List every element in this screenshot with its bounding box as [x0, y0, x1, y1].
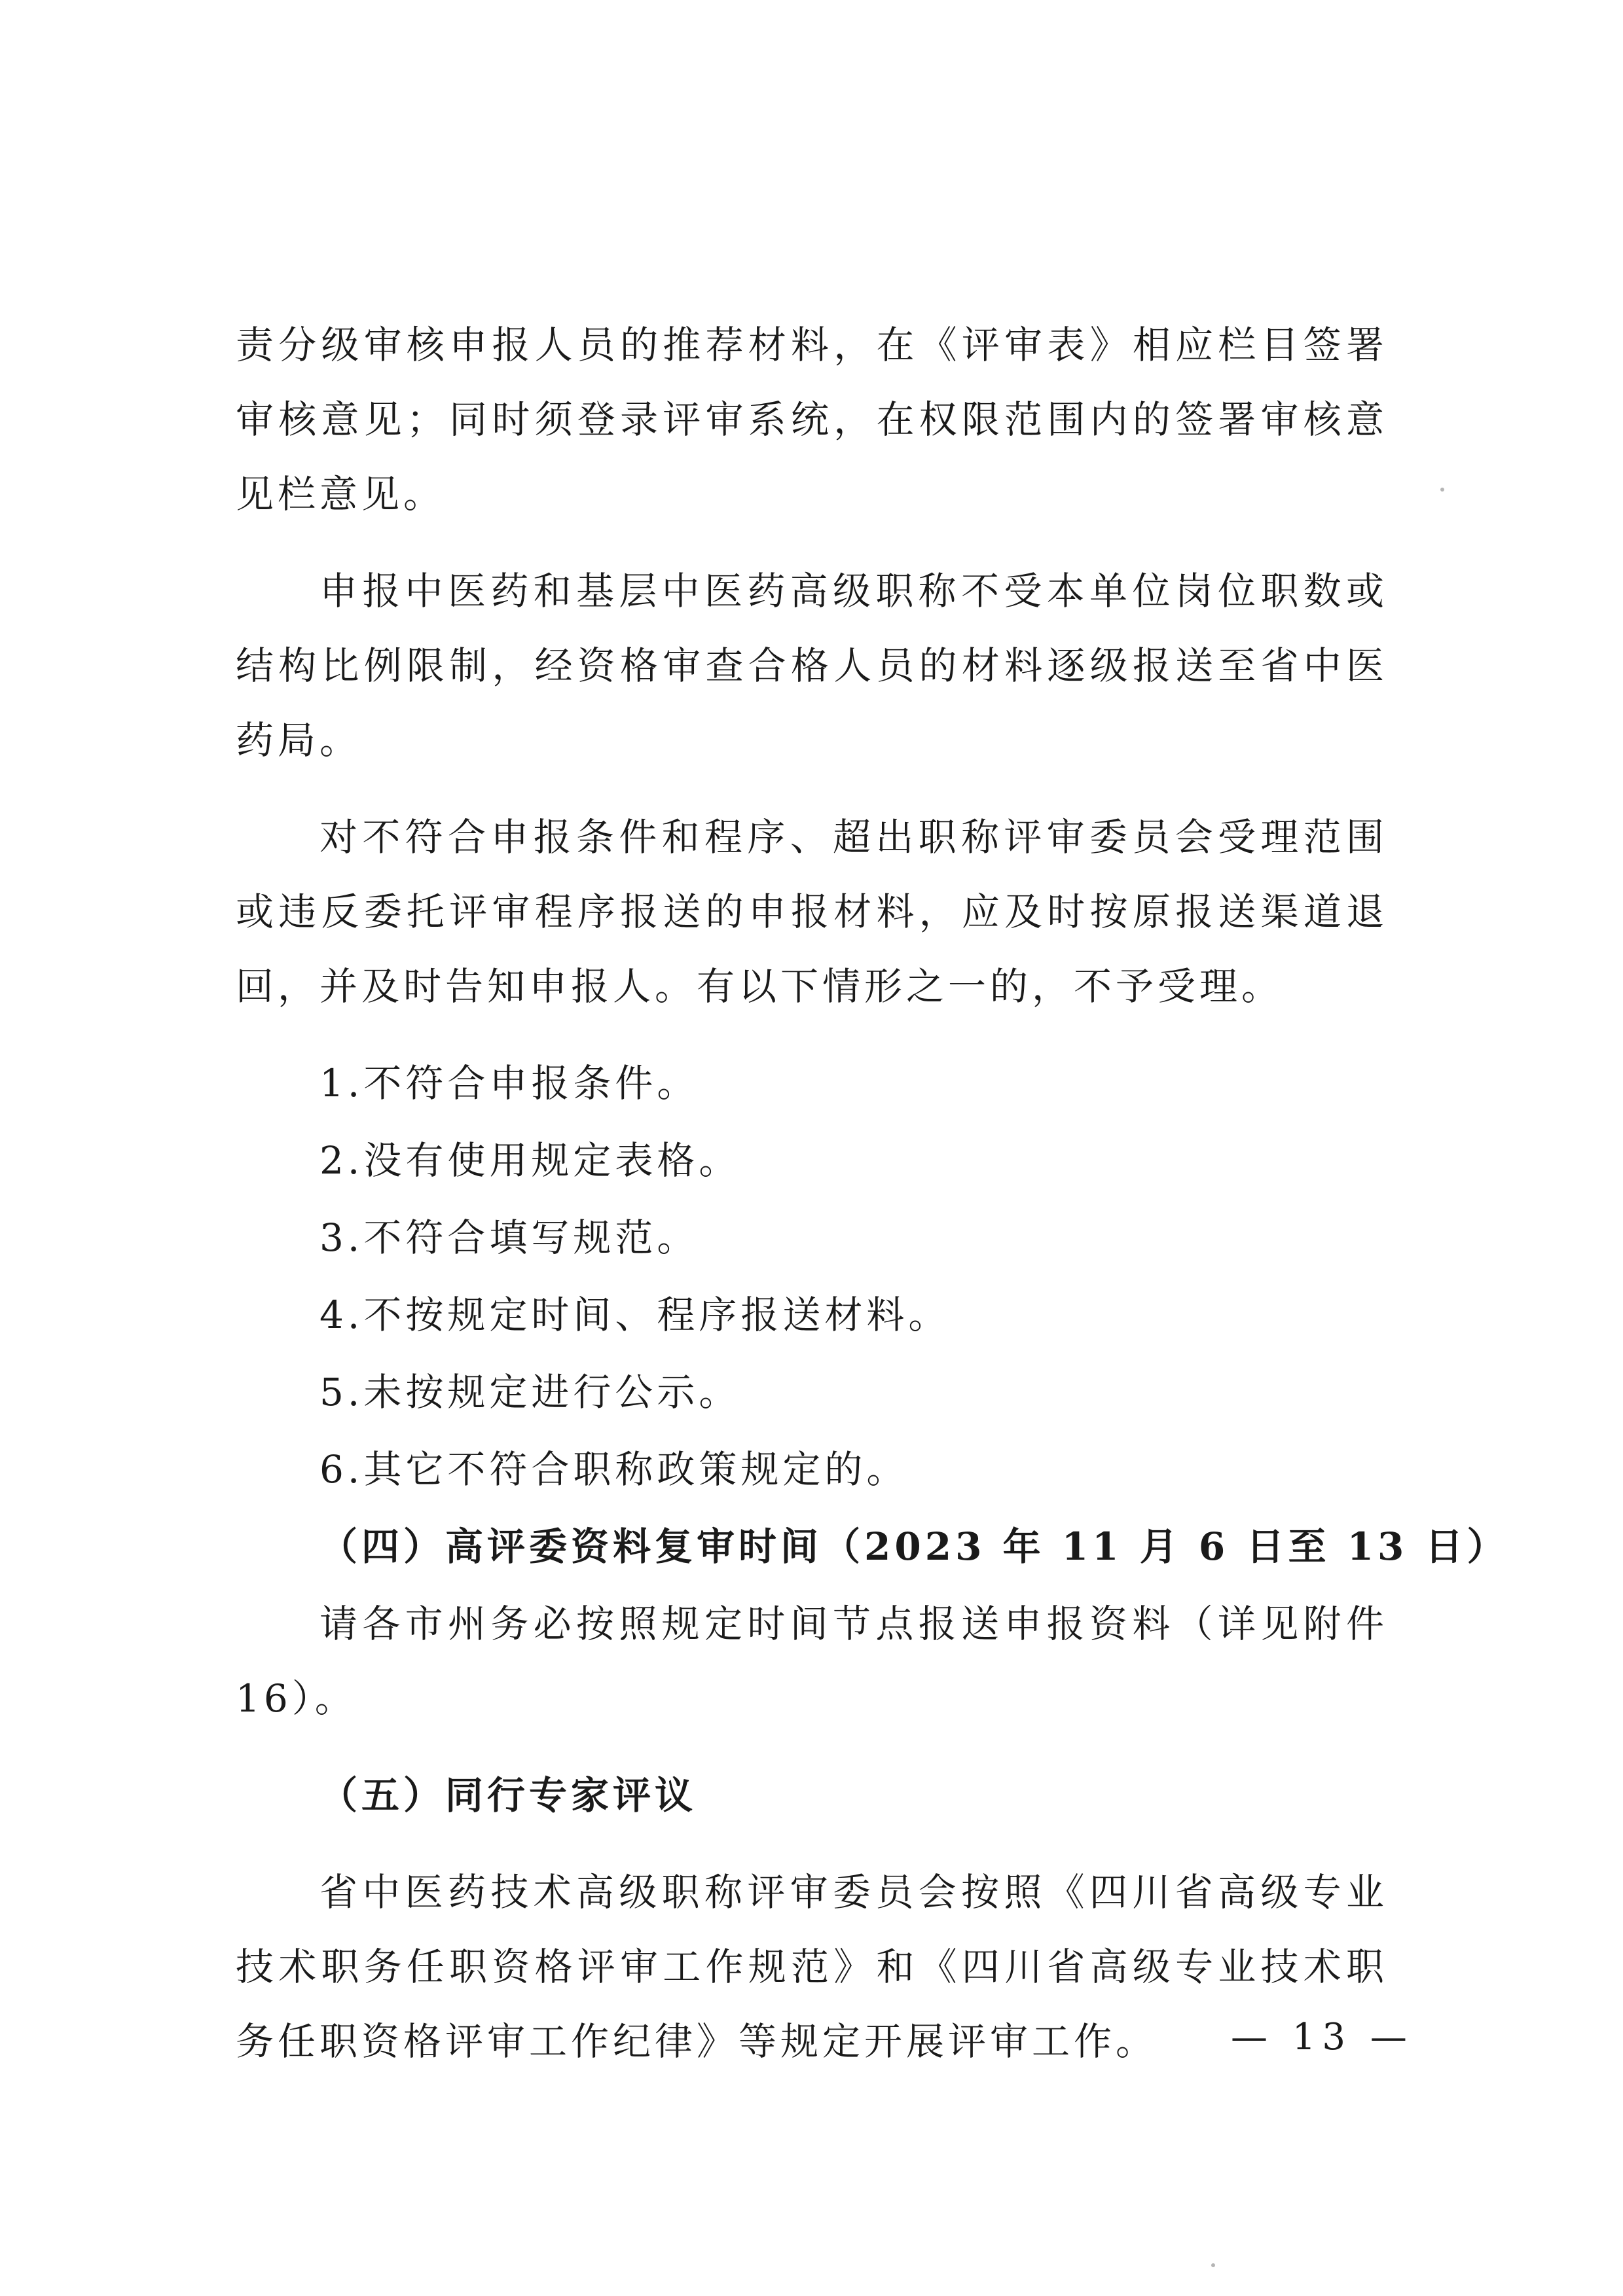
scan-dot-mark: [1211, 2263, 1215, 2267]
section-body-review-time: 请各市州务必按照规定时间节点报送申报资料（详见附件16）。: [236, 1602, 1388, 1721]
paragraph-gap: [236, 778, 1388, 800]
list-item: 3.不符合填写规范。: [319, 1215, 699, 1260]
list-item: 4.不按规定时间、程序报送材料。: [319, 1293, 951, 1337]
paragraph-gap: [236, 1736, 1388, 1758]
paragraph-gap: [236, 531, 1388, 554]
page-number: — 13 —: [1231, 2016, 1413, 2058]
list-item: 5.未按规定进行公示。: [319, 1370, 741, 1414]
section-heading-peer-review: （五）同行专家评议: [319, 1773, 697, 1818]
list-item: 6.其它不符合职称政策规定的。: [319, 1447, 909, 1492]
section-body-peer-review: 省中医药技术高级职称评审委员会按照《四川省高级专业技术职务任职资格评审工作规范》和《四川省高级专业技术职务任职资格评审工作纪律》等规定开展评审工作。: [236, 1870, 1388, 2064]
list-item: 1.不符合申报条件。: [319, 1061, 699, 1105]
paragraph-return-materials: 对不符合申报条件和程序、超出职称评审委员会受理范围或违反委托评审程序报送的申报材料，应及时按原报送渠道退回，并及时告知申报人。有以下情形之一的，不予受理。: [236, 815, 1388, 1009]
scan-dot-mark: [1440, 488, 1444, 492]
list-item: 2.没有使用规定表格。: [319, 1138, 741, 1183]
paragraph-no-post-limit: 申报中医药和基层中医药高级职称不受本单位岗位职数或结构比例限制，经资格审查合格人员的材料逐级报送至省中医药局。: [236, 569, 1388, 762]
document-body: [236, 308, 1509, 2079]
paragraph-review-materials: 责分级审核申报人员的推荐材料，在《评审表》相应栏目签署审核意见；同时须登录评审系统，在权限范围内的签署审核意见栏意见。: [236, 323, 1388, 516]
section-heading-review-time: （四）高评委资料复审时间（2023 年 11 月 6 日至 13 日）: [319, 1524, 1509, 1569]
paragraph-gap: [236, 1024, 1388, 1046]
section-gap: [236, 1833, 1388, 1855]
